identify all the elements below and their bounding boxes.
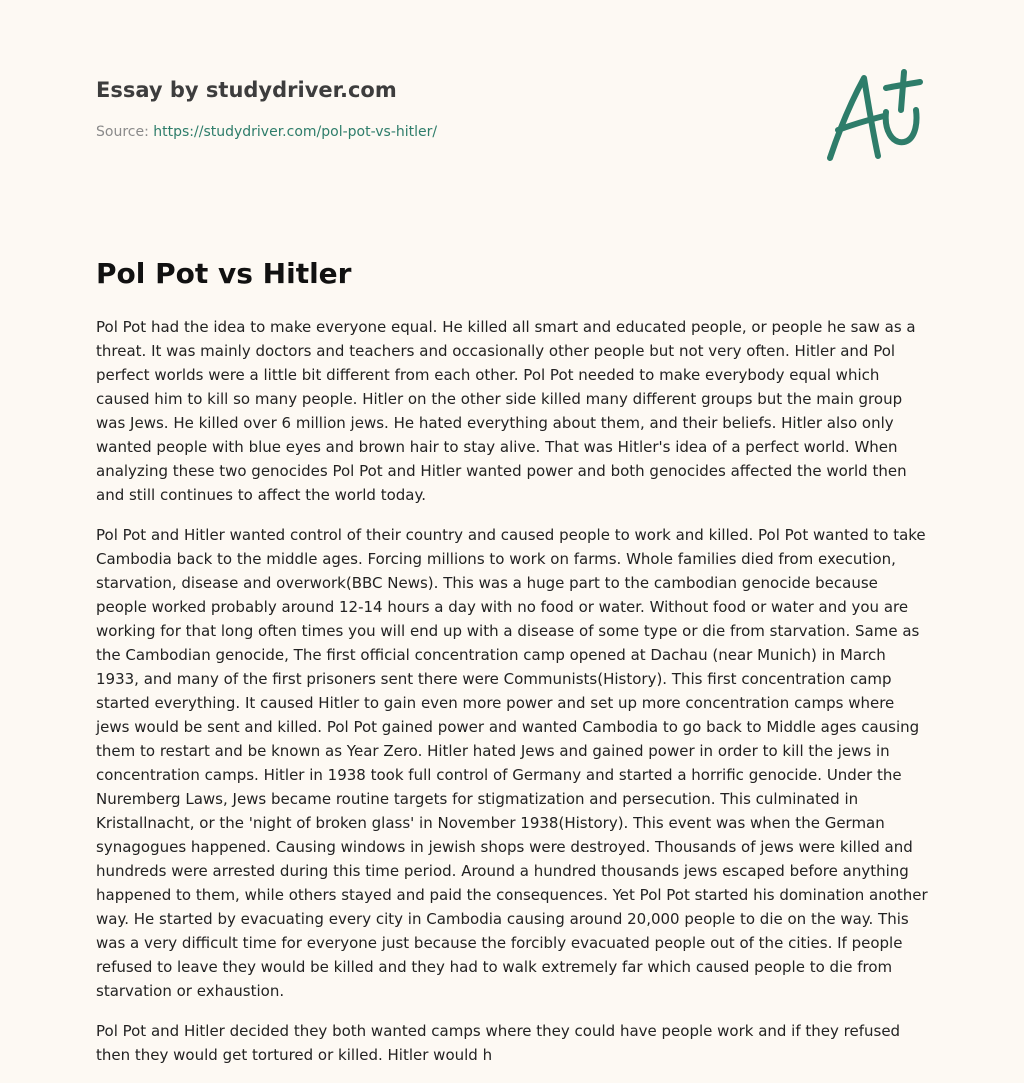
essay-body: [96, 315, 932, 1083]
source-label: Source:: [96, 124, 149, 140]
essay-header: [96, 74, 796, 142]
essay-paragraph: Pol Pot had the idea to make everyone equal. He killed all smart and educated people, or people he saw as a threat. It was mainly doctors and teachers and occasionally other people but not very often. Hitler and Pol perfect worlds were a little bit different from each other. Pol Pot needed to make everybody equal which caused him to kill so many people. Hitler on the other side killed many different groups but the main group was Jews. He killed over 6 million jews. He hated everything about them, and their beliefs. Hitler also only wanted people with blue eyes and brown hair to stay alive. That was Hitler's idea of a perfect world. When analyzing these two genocides Pol Pot and Hitler wanted power and both genocides affected the world then and still continues to affect the world today.: [96, 318, 916, 504]
site-title: Essay by studydriver.com: [96, 78, 397, 102]
essay-paragraph: Pol Pot and Hitler wanted control of their country and caused people to work and killed. Pol Pot wanted to take Cambodia back to the middle ages. Forcing millions to work on farms. Whole families died from execution, starvation, disease and overwork(BBC News). This was a huge part to the cambodian genocide because people worked probably around 12-14 hours a day with no food or water. Without food or water and you are working for that long often times you will end up with a disease of some type or die from starvation. Same as the Cambodian genocide, The first official concentration camp opened at Dachau (near Munich) in March 1933, and many of the first prisoners sent there were Communists(History). This first concentration camp started everything. It caused Hitler to gain even more power and set up more concentration camps where jews would be sent and killed. Pol Pot gained power and wanted Cambodia to go back to Middle ages causing them to restart and be known as Year Zero. Hitler hated Jews and gained power in order to kill the jews in concentration camps. Hitler in 1938 took full control of Germany and started a horrific genocide. Under the Nuremberg Laws, Jews became routine targets for stigmatization and persecution. This culminated in Kristallnacht, or the 'night of broken glass' in November 1938(History). This event was when the German synagogues happened. Causing windows in jewish shops were destroyed. Thousands of jews were killed and hundreds were arrested during this time period. Around a hundred thousands jews escaped before anything happened to them, while others stayed and paid the consequences. Yet Pol Pot started his domination another way. He started by evacuating every city in Cambodia causing around 20,000 people to die on the way. This was a very difficult time for everyone just because the forcibly evacuated people out of the cities. If people refused to leave they would be killed and they had to walk extremely far which caused people to die from starvation or exhaustion.: [96, 526, 928, 1000]
essay-title: Pol Pot vs Hitler: [96, 257, 352, 290]
essay-paragraph: Pol Pot and Hitler decided they both wanted camps where they could have people work and if they refused then they would get tortured or killed. Hitler would h: [96, 1022, 901, 1064]
source-line: [96, 122, 796, 142]
source-link[interactable]: https://studydriver.com/pol-pot-vs-hitler/: [153, 124, 438, 140]
a-plus-logo-icon: [820, 66, 930, 166]
